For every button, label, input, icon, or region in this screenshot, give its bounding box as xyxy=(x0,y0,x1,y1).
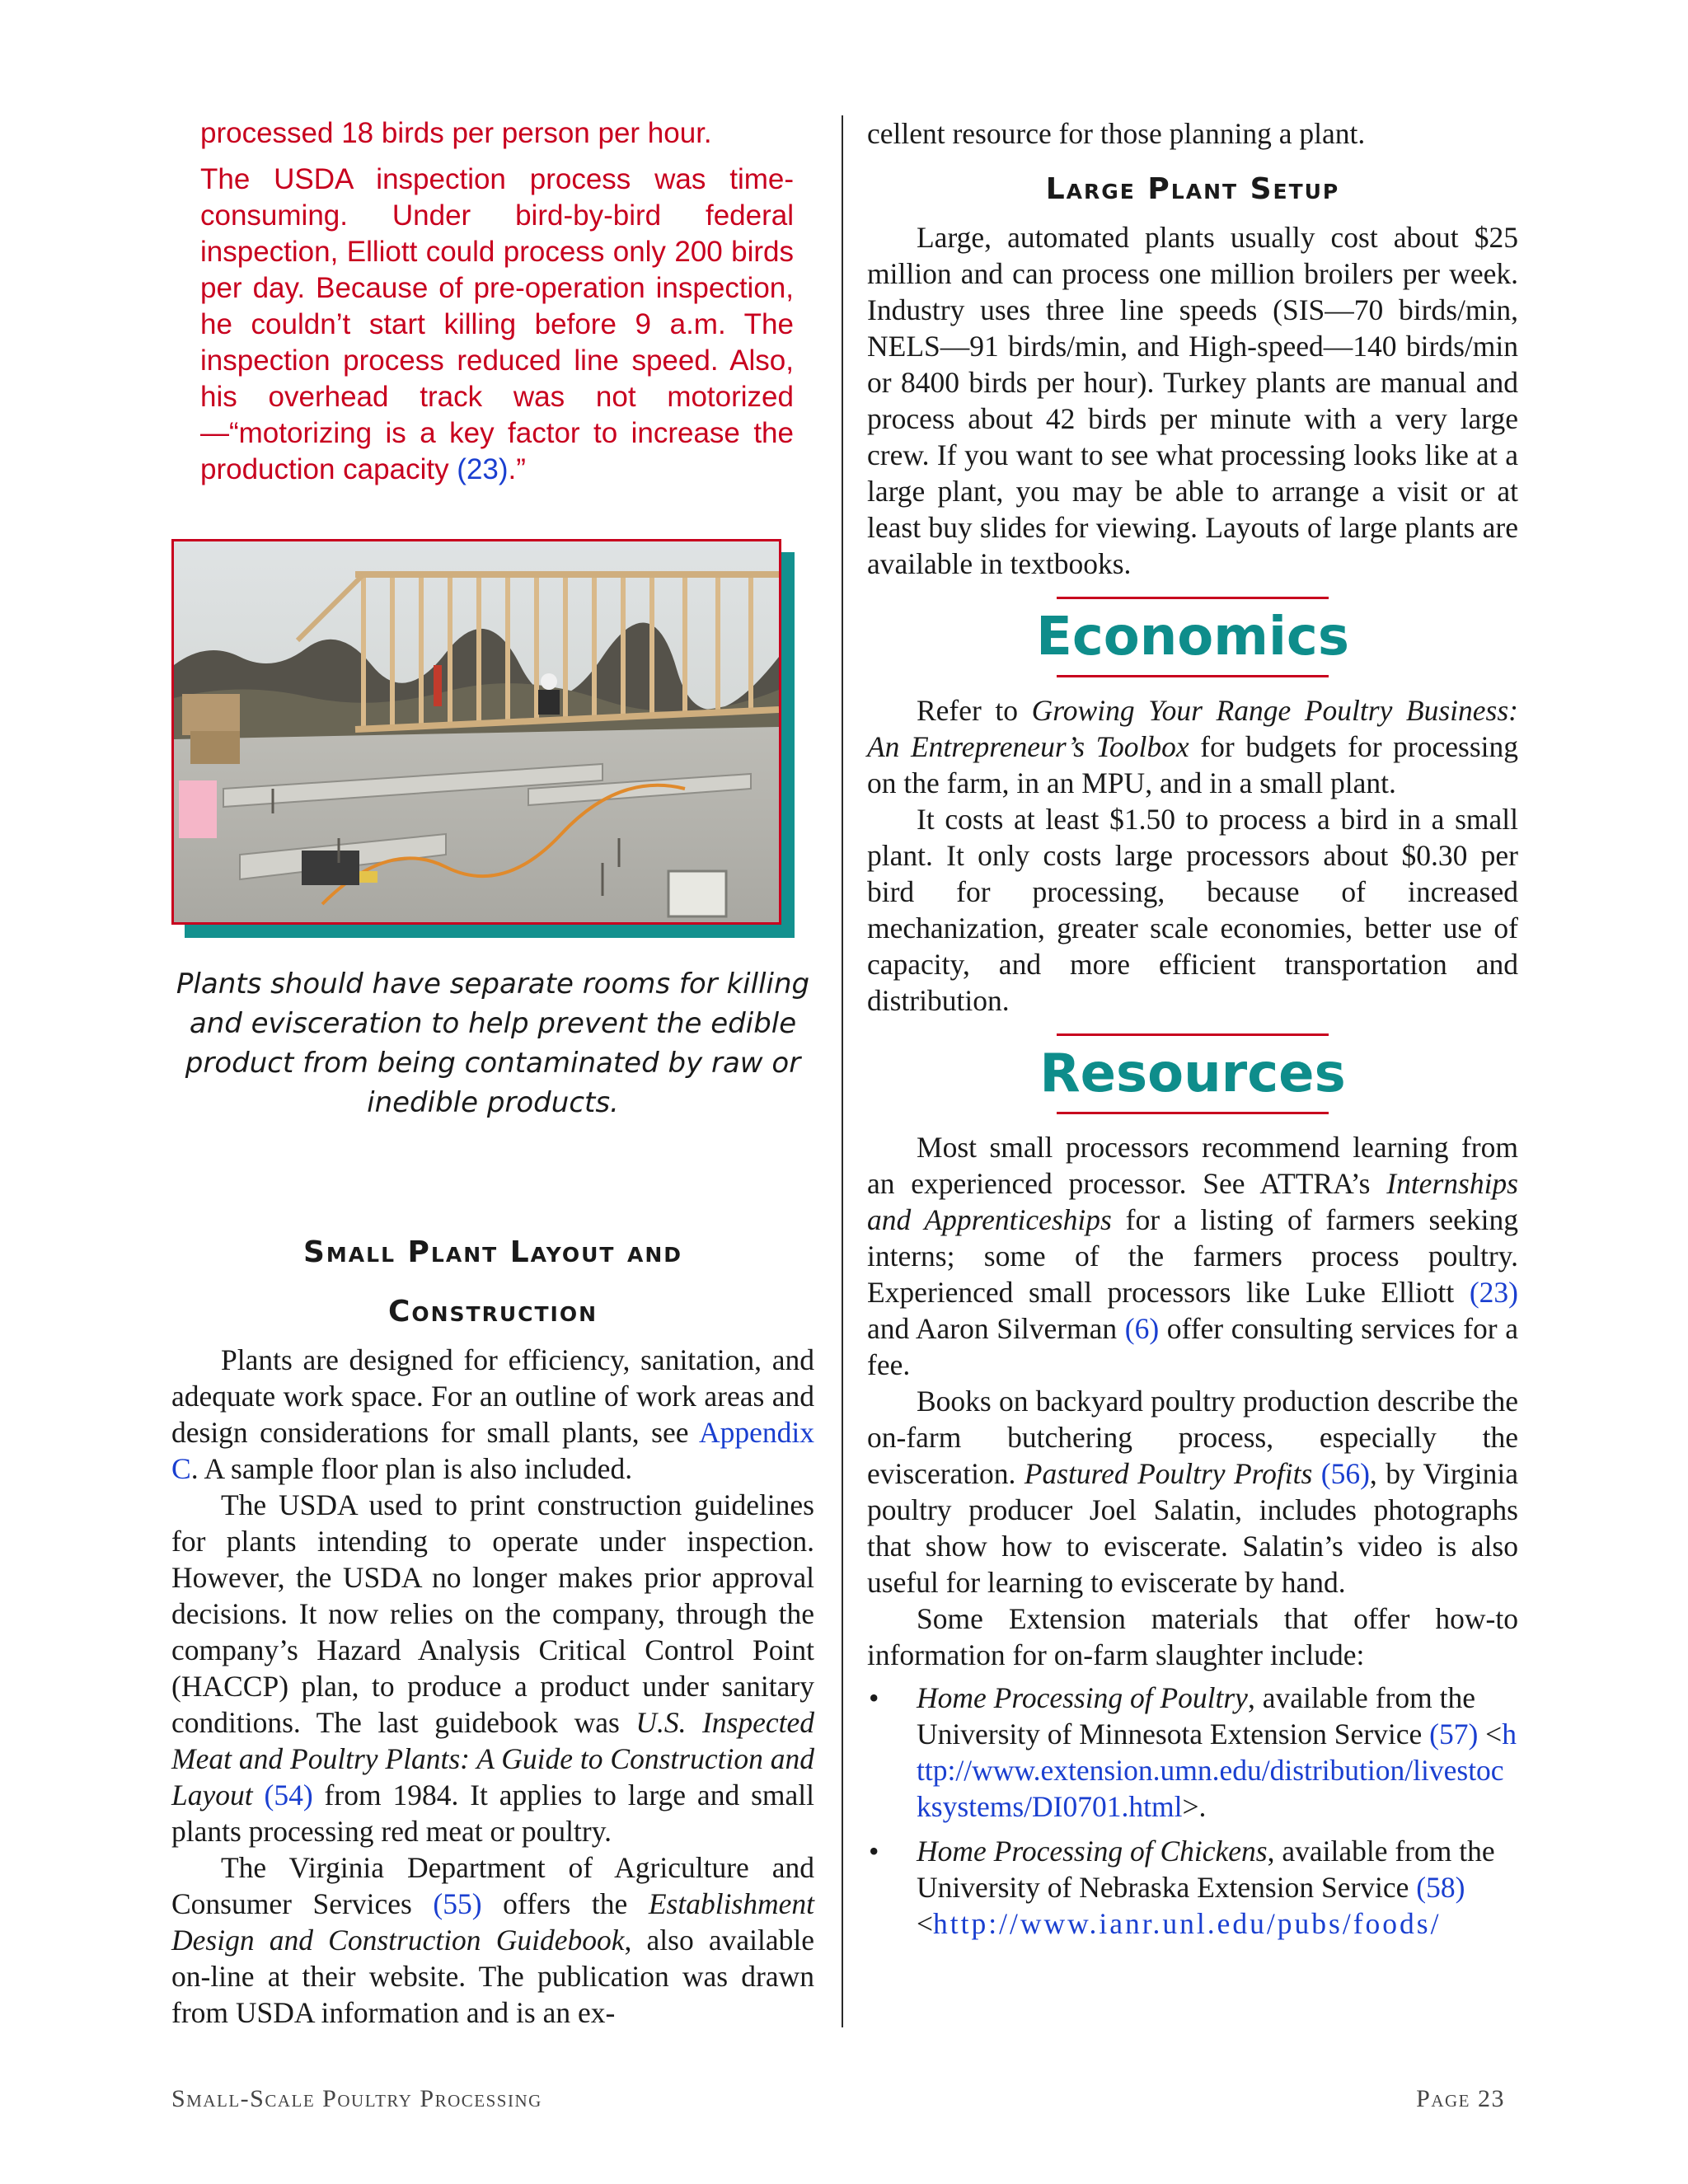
small-plant-heading xyxy=(171,1223,814,1342)
reference-link-56[interactable]: (56) xyxy=(1320,1457,1370,1490)
small-plant-paragraph-1: Plants are designed for efficiency, sanitation, and adequate work space. For an outline of work areas and design considerations for small plants, see Appendix C. A sample floor plan is also included. xyxy=(171,1343,814,1485)
construction-site-photo xyxy=(171,539,781,925)
reference-link-57[interactable]: (57) xyxy=(1429,1718,1479,1750)
resources-rule-bottom xyxy=(1057,1112,1329,1114)
umn-url-link[interactable]: http://www.extension.umn.edu/distribution/livestocksystems/DI0701.html xyxy=(917,1718,1517,1823)
economics-body xyxy=(867,692,1518,1019)
sidebar-paragraph-2: The USDA inspection process was time-consuming. Under bird-by-bird federal inspection, Elliott could process only 200 birds per day. Because of pre-operation inspection, he couldn’t start killing before 9 a.m. The inspection process reduced line speed. Also, his overhead track was not motorized—“motorizing is a key factor to increase the production capacity (23).” xyxy=(200,163,794,485)
economics-paragraph-1: Refer to Growing Your Range Poultry Business: An Entrepreneur’s Toolbox for budgets for processing on the farm, in an MPU, and in a small plant. xyxy=(867,694,1518,799)
resources-paragraph-2: Books on backyard poultry production describe the on-farm butchering process, especially the evisceration. Pastured Poultry Profits (56), by Virginia poultry producer Joel Salatin, includes photographs that show how to eviscerate. Salatin’s video is also useful for learning to eviscerate by hand. xyxy=(867,1385,1519,1599)
economics-heading: Economics xyxy=(1036,607,1349,668)
bullet-icon: • xyxy=(869,1835,879,1868)
left-column xyxy=(171,115,814,2031)
reference-link-58[interactable]: (58) xyxy=(1416,1871,1465,1904)
small-plant-paragraph-2: The USDA used to print construction guidelines for plants intending to operate under inspection. However, the USDA no longer makes prior approval decisions. It now relies on the company, through the company’s Hazard Analysis Critical Control Point (HACCP) plan, to produce a product under sanitary conditions. The last guidebook was U.S. Inspected Meat and Poultry Plants: A Guide to Construction and Layout (54) from 1984. It applies to large and small plants processing red meat or poultry. xyxy=(171,1488,814,1848)
bullet-icon: • xyxy=(869,1681,879,1714)
reference-link-23b[interactable]: (23) xyxy=(1469,1276,1518,1309)
construction-photo-frame xyxy=(171,539,798,941)
resources-body xyxy=(867,1129,1518,1673)
right-column xyxy=(867,115,1518,1950)
pastured-poultry-title: Pastured Poultry Profits xyxy=(1024,1457,1313,1490)
economics-rule-bottom xyxy=(1057,675,1329,677)
extension-materials-list xyxy=(867,1680,1518,1942)
large-plant-body xyxy=(867,219,1518,582)
footer-page-number: Page 23 xyxy=(1416,2085,1505,2112)
reference-link-55[interactable]: (55) xyxy=(433,1887,482,1920)
internships-title: Internships and Apprenticeships xyxy=(867,1167,1518,1236)
large-plant-heading: Large Plant Setup xyxy=(1045,172,1340,206)
economics-paragraph-2: It costs at least $1.50 to process a bird in a small plant. It only costs large processors about $0.30 per bird for processing, because of increased mechanization, greater scale economies, better use of capacity, and more efficient transportation and distribution. xyxy=(867,803,1518,1017)
reference-link-54[interactable]: (54) xyxy=(264,1779,313,1811)
resources-paragraph-3: Some Extension materials that offer how-to information for on-farm slaughter include: xyxy=(867,1602,1518,1671)
continuation-text: cellent resource for those planning a plant. xyxy=(867,117,1366,150)
small-plant-body xyxy=(171,1342,814,2031)
small-plant-paragraph-3: The Virginia Department of Agriculture and Consumer Services (55) offers the Establishment Design and Construction Guidebook, also available on-line at their website. The publication was drawn from USDA information and is an ex- xyxy=(171,1851,815,2029)
list-item: • Home Processing of Poultry, available from the University of Minnesota Extension Service (57) <http://www.extension.umn.edu/distribution/livestocksystems/DI0701.html>. xyxy=(869,1681,1517,1823)
sidebar-paragraph-1: processed 18 birds per person per hour. xyxy=(200,117,712,149)
resources-heading: Resources xyxy=(1039,1043,1346,1104)
virginia-guidebook-title: Establishment Design and Construction Guidebook xyxy=(171,1887,815,1957)
resources-heading-block xyxy=(867,1033,1518,1114)
reference-link-23[interactable]: (23) xyxy=(457,453,509,485)
small-plant-heading-line-1: Small Plant Layout and xyxy=(303,1235,682,1269)
photo-caption: Plants should have separate rooms for killing and evisceration to help prevent the edible product from being contaminated by raw or inedible products. xyxy=(176,968,810,1119)
toolbox-title: Growing Your Range Poultry Business: An Entrepreneur’s Toolbox xyxy=(867,694,1518,763)
column-divider xyxy=(842,115,843,2027)
resources-paragraph-1: Most small processors recommend learning from an experienced processor. See ATTRA’s Internships and Apprenticeships for a listing of farmers seeking interns; some of the farmers process poultry. Experienced small processors like Luke Elliott (23) and Aaron Silverman (6) offer consulting services for a fee. xyxy=(867,1131,1519,1381)
list-item: • Home Processing of Chickens, available from the University of Nebraska Extension Service (58) <http://www.ianr.unl.edu/pubs/foods/ xyxy=(869,1835,1495,1940)
reference-link-6[interactable]: (6) xyxy=(1124,1312,1160,1345)
usda-guidebook-title: U.S. Inspected Meat and Poultry Plants: A Guide to Construction and Layout xyxy=(171,1706,814,1811)
unl-url-link[interactable]: http://www.ianr.unl.edu/pubs/foods/ xyxy=(933,1907,1442,1940)
sidebar-quote xyxy=(200,115,794,488)
economics-heading-block xyxy=(867,597,1518,677)
small-plant-heading-line-2: Construction xyxy=(387,1295,598,1329)
large-plant-paragraph-1: Large, automated plants usually cost about $25 million and can process one million broilers per week. Industry uses three line speeds (SIS—70 birds/min, NELS—91 birds/min, and High-speed—140 birds/min or 8400 birds per hour). Turkey plants are manual and process about 42 birds per minute with a very large crew. If you want to see what processing looks like at a large plant, you may be able to arrange a visit or at least buy slides for viewing. Layouts of large plants are available in textbooks. xyxy=(867,221,1518,580)
footer-publication-title: Small-Scale Poultry Processing xyxy=(171,2085,542,2112)
appendix-c-link[interactable]: Appendix C xyxy=(171,1416,814,1485)
